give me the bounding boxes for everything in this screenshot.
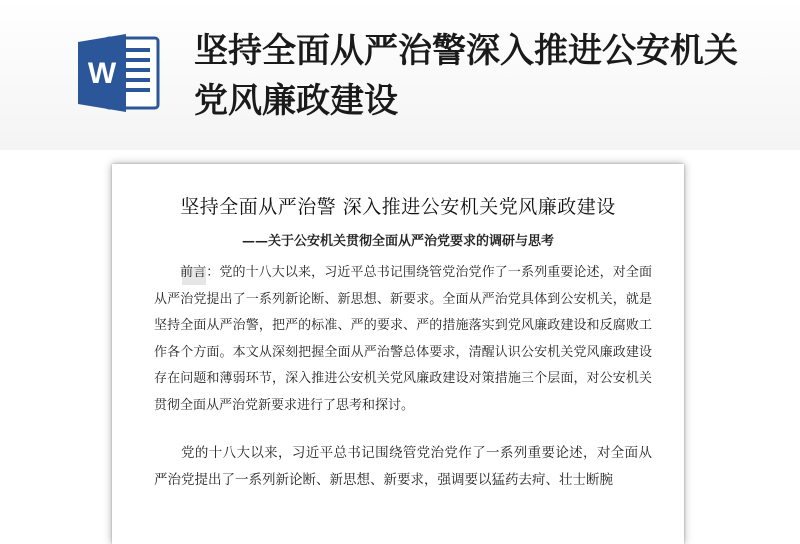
- document-page: [112, 164, 684, 544]
- paragraph-body: 党的十八大以来，习近平总书记围绕管党治党作了一系列重要论述，对全面从严治党提出了一系列新论断、新思想、新要求，强调要以猛药去疴、壮士断腕: [154, 445, 652, 488]
- word-document-icon: [76, 32, 164, 114]
- page-title: 坚持全面从严治警深入推进公安机关党风廉政建设: [194, 31, 738, 121]
- document-subtitle: ——关于公安机关贯彻全面从严治党要求的调研与思考: [241, 234, 554, 249]
- document-title: 坚持全面从严治警 深入推进公安机关党风廉政建设: [180, 196, 616, 218]
- paragraph-preface: 前言：党的十八大以来，习近平总书记围绕管党治党作了一系列重要论述，对全面从严治党提出了一系列新论断、新思想、新要求。全面从严治党具体到公安机关，就是坚持全面从严治警，把严的标准、严的要求、严的措施落实到党风廉政建设和反腐败工作各个方面。本文从深刻把握全面从严治警总体要求，清醒认识公安机关党风廉政建设存在问题和薄弱环节，深入推进公安机关党风廉政建设对策措施三个层面，对公安机关贯彻全面从严治党新要求进行了思考和探讨。: [154, 265, 652, 413]
- svg-text:W: W: [87, 57, 117, 90]
- header-banner: [0, 0, 800, 150]
